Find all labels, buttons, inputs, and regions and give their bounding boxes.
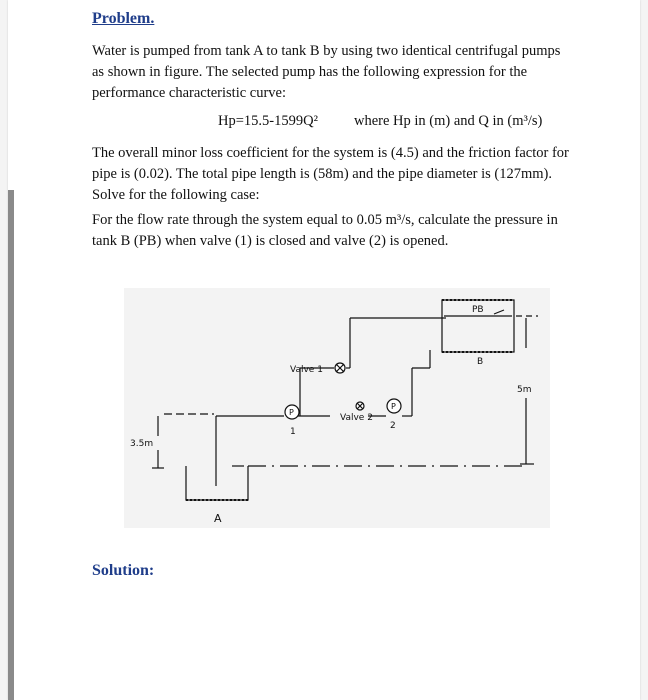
label-height-5m: 5m — [517, 385, 532, 395]
label-tank-b: B — [477, 357, 484, 367]
pump-system-diagram — [124, 288, 550, 528]
label-pump-2-number: 2 — [390, 421, 396, 431]
tank-b-water-mark — [494, 310, 504, 314]
solution-heading: Solution: — [92, 562, 155, 579]
document-page — [8, 0, 640, 700]
problem-paragraph-1: Water is pumped from tank A to tank B by using two identical centrifugal pumps as shown in figure. The selected pump has the following expression for the performance characteristic curve: — [92, 43, 561, 101]
label-pb: PB — [472, 305, 484, 315]
pump-system-figure — [124, 288, 550, 528]
label-pump-1: P — [289, 408, 294, 417]
problem-heading: Problem. — [92, 10, 155, 27]
label-pump-2: P — [391, 402, 396, 411]
problem-paragraph-3: For the flow rate through the system equal to 0.05 m³/s, calculate the pressure in tank B (PB) when valve (1) is closed and valve (2) is opened. — [92, 212, 558, 249]
page-edge-bar — [8, 190, 14, 700]
equation-units: where Hp in (m) and Q in (m³/s) — [354, 113, 543, 129]
pump-curve-equation — [218, 113, 318, 130]
problem-paragraph-2: The overall minor loss coefficient for the system is (4.5) and the friction factor for pipe is (0.02). The total pipe length is (58m) and the pipe diameter is (127mm). Solve for the following case: — [92, 145, 569, 203]
tank-a-outline — [186, 466, 248, 500]
label-pump-1-number: 1 — [290, 427, 296, 437]
label-height-3.5m: 3.5m — [130, 439, 154, 449]
label-tank-a: A — [214, 512, 222, 525]
label-valve-2: Valve 2 — [340, 413, 373, 423]
equation-text: Hp=15.5-1599Q² — [218, 113, 318, 129]
label-valve-1: Valve 1 — [290, 365, 323, 375]
